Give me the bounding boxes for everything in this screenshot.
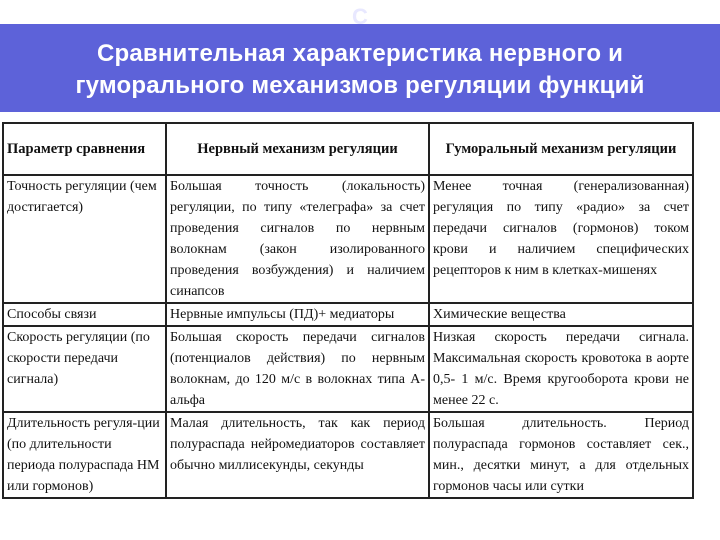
header-humoral: Гуморальный механизм регуляции bbox=[429, 123, 693, 175]
table-row bbox=[3, 326, 693, 412]
banner-letter: С bbox=[352, 4, 368, 29]
cell-nervous: Большая скорость передачи сигналов (потенциалов действия) по нервным волокнам, до 120 м/с в волокнах типа А-альфа bbox=[166, 326, 429, 412]
comparison-table bbox=[2, 122, 694, 499]
cell-nervous: Нервные импульсы (ПД)+ медиаторы bbox=[166, 303, 429, 326]
cell-parameter: Длительность регуля-ции (по длительности периода полураспада НМ или гормонов) bbox=[3, 412, 166, 498]
table-row bbox=[3, 175, 693, 303]
cell-parameter: Точность регуляции (чем достигается) bbox=[3, 175, 166, 303]
table-header-row bbox=[3, 123, 693, 175]
cell-parameter: Скорость регуляции (по скорости передачи сигнала) bbox=[3, 326, 166, 412]
cell-parameter: Способы связи bbox=[3, 303, 166, 326]
slide-title: Сравнительная характеристика нервного и гуморального механизмов регуляции функций bbox=[75, 40, 645, 99]
title-banner bbox=[0, 4, 720, 112]
cell-nervous: Малая длительность, так как период полураспада нейромедиаторов составляет обычно миллисекунды, секунды bbox=[166, 412, 429, 498]
header-parameter: Параметр сравнения bbox=[3, 123, 166, 175]
header-nervous: Нервный механизм регуляции bbox=[166, 123, 429, 175]
cell-nervous: Большая точность (локальность) регуляции, по типу «телеграфа» за счет проведения сигналов по нервным волокнам (закон изолированного проведения возбуждения) и наличием синапсов bbox=[166, 175, 429, 303]
cell-humoral: Химические вещества bbox=[429, 303, 693, 326]
cell-humoral: Низкая скорость передачи сигнала. Максимальная скорость кровотока в аорте 0,5- 1 м/с. Время кругооборота крови не менее 22 с. bbox=[429, 326, 693, 412]
cell-humoral: Большая длительность. Период полураспада гормонов составляет сек., мин., десятки минут, а для отдельных гормонов часы или сутки bbox=[429, 412, 693, 498]
cell-humoral: Менее точная (генерализованная) регуляция по типу «радио» за счет передачи сигналов (гормонов) током крови и наличием специфических рецепторов к ним в клетках-мишенях bbox=[429, 175, 693, 303]
table-row bbox=[3, 303, 693, 326]
table-row bbox=[3, 412, 693, 498]
